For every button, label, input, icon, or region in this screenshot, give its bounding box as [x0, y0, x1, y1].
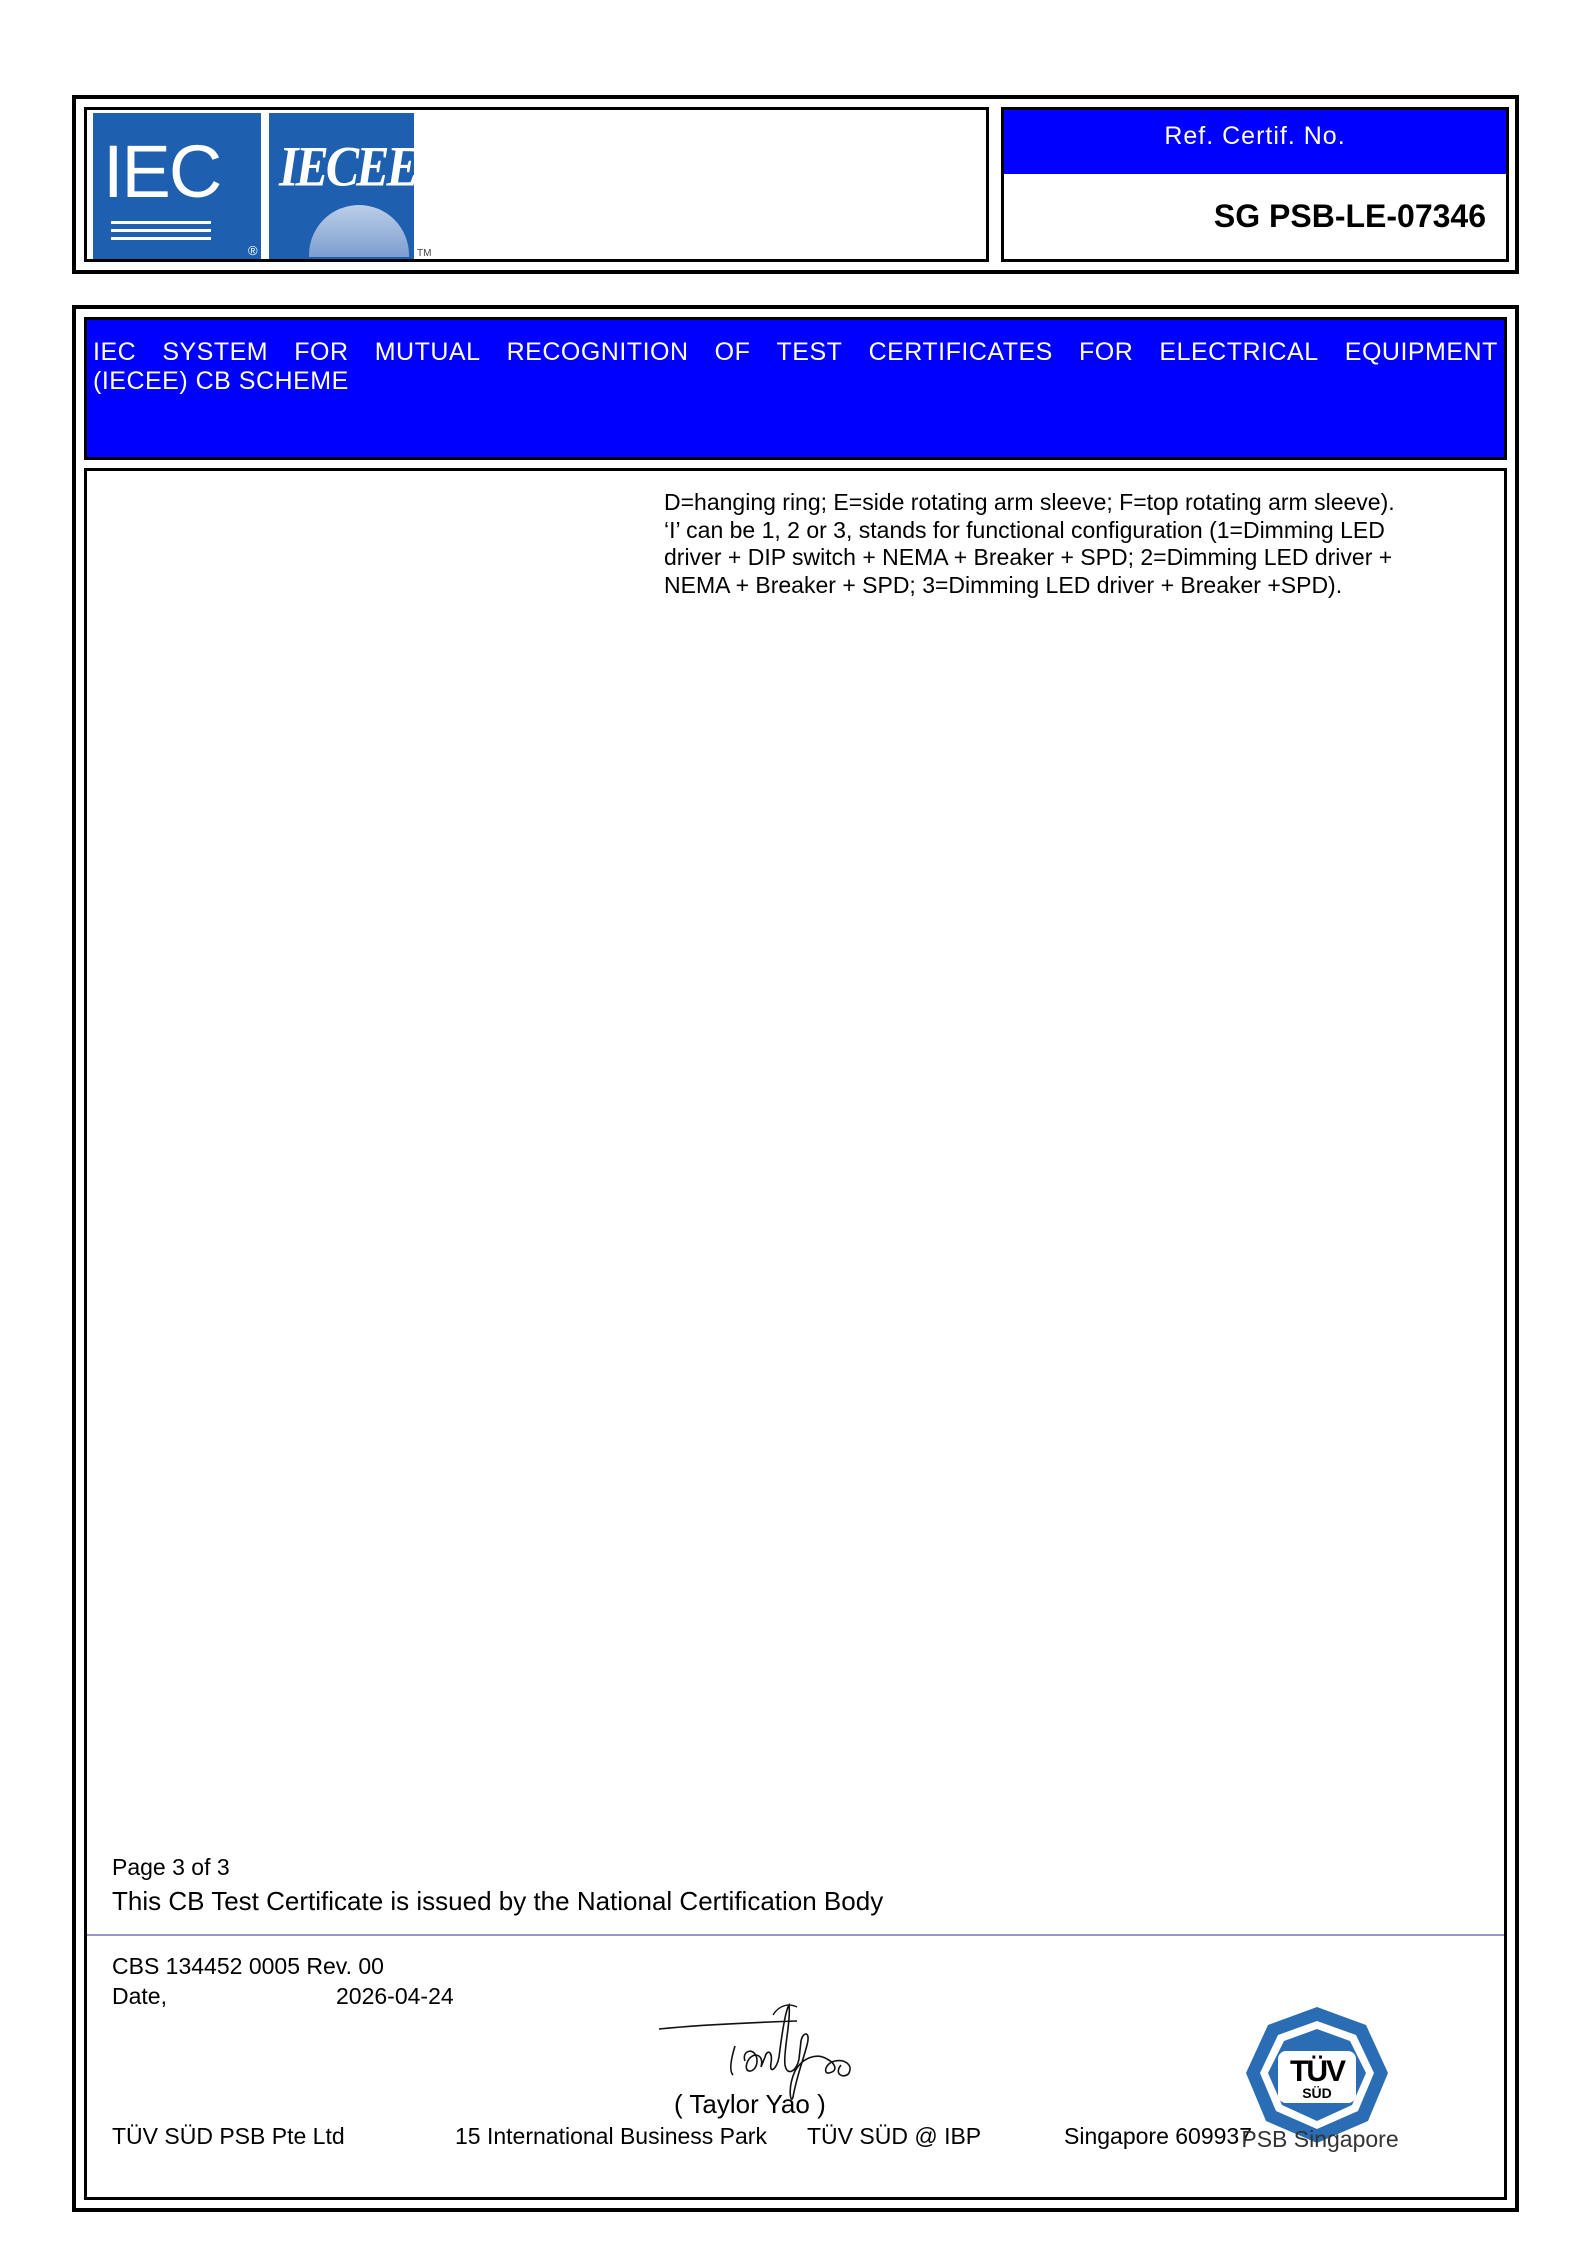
- banner-word: TEST: [776, 338, 843, 366]
- banner-title-line: [93, 338, 1498, 367]
- tuv-logo-text: TÜV: [1290, 2055, 1344, 2088]
- iec-logo: [93, 113, 261, 259]
- cbs-reference: CBS 134452 0005 Rev. 00: [112, 1953, 384, 1979]
- scheme-banner: [84, 317, 1507, 460]
- iec-logo-text: IEC: [103, 130, 221, 213]
- registered-mark: ®: [248, 243, 258, 258]
- ref-number: SG PSB-LE-07346: [1213, 198, 1486, 234]
- banner-word: CERTIFICATES: [868, 338, 1053, 366]
- banner-word: FOR: [294, 338, 349, 366]
- banner-word: SYSTEM: [162, 338, 269, 366]
- iec-logo-lines: [111, 221, 211, 245]
- company-building: TÜV SÜD @ IBP: [807, 2123, 982, 2149]
- banner-word: MUTUAL: [374, 338, 481, 366]
- date-label: Date,: [112, 1983, 167, 2009]
- banner-word: RECOGNITION: [506, 338, 689, 366]
- signer-name: ( Taylor Yao ): [674, 2089, 826, 2119]
- logo-panel: [84, 107, 989, 262]
- banner-word: OF: [714, 338, 751, 366]
- company-address: 15 International Business Park: [455, 2123, 767, 2149]
- banner-word: EQUIPMENT: [1344, 338, 1498, 366]
- globe-icon: [309, 205, 409, 257]
- description-line: ‘I’ can be 1, 2 or 3, stands for functional configuration (1=Dimming LED: [664, 516, 1385, 543]
- content-area: [84, 468, 1507, 2200]
- issued-statement: This CB Test Certificate is issued by the National Certification Body: [112, 1886, 884, 1916]
- tuv-logo-subtext: SÜD: [1302, 2085, 1332, 2101]
- reference-panel: [1001, 107, 1509, 262]
- certificate-body: [72, 305, 1519, 2212]
- iecee-logo: [269, 113, 417, 259]
- banner-word: FOR: [1078, 338, 1134, 366]
- banner-word: ELECTRICAL: [1159, 338, 1319, 366]
- tuv-caption: PSB Singapore: [1241, 2126, 1399, 2152]
- trademark-mark: TM: [417, 248, 432, 259]
- company-name: TÜV SÜD PSB Pte Ltd: [112, 2123, 345, 2149]
- logo-separator: [261, 113, 269, 259]
- footer-divider: [87, 1934, 1504, 1936]
- description-line: NEMA + Breaker + SPD; 3=Dimming LED driver + Breaker +SPD).: [664, 571, 1343, 598]
- certificate-header: [72, 95, 1519, 274]
- description-line: driver + DIP switch + NEMA + Breaker + SPD; 2=Dimming LED driver +: [664, 544, 1393, 570]
- description-line: D=hanging ring; E=side rotating arm sleeve; F=top rotating arm sleeve).: [664, 489, 1395, 515]
- company-city: Singapore 609937: [1064, 2123, 1252, 2149]
- banner-word: IEC: [93, 338, 137, 366]
- date-value: 2026-04-24: [336, 1983, 454, 2009]
- iecee-logo-text: IECEE: [279, 133, 417, 199]
- banner-subtitle: (IECEE) CB SCHEME: [93, 367, 349, 395]
- ref-label: Ref. Certif. No.: [1004, 110, 1506, 174]
- signature-image: [657, 2001, 882, 2101]
- model-description: [664, 489, 1454, 599]
- page-number: Page 3 of 3: [112, 1854, 230, 1880]
